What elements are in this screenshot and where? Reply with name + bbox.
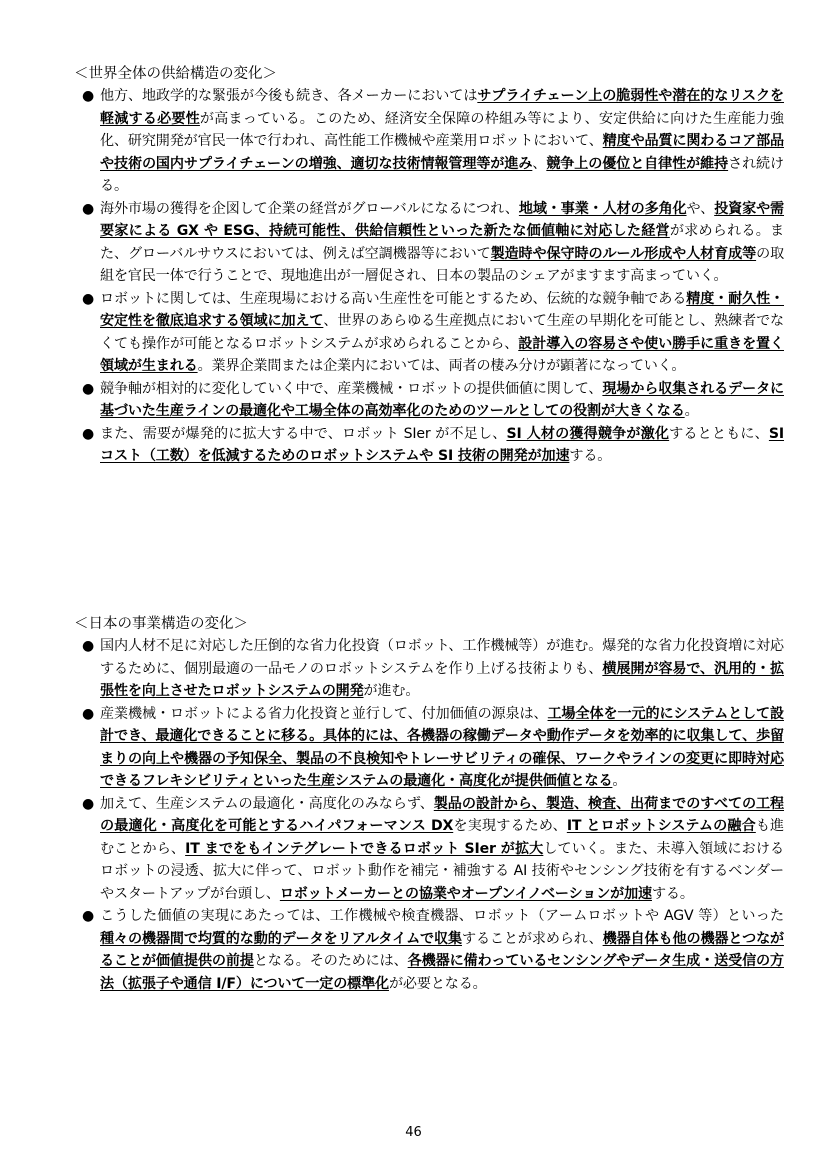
emphasized-text: 競争上の優位と自律性が維持 xyxy=(546,155,729,172)
section-japan-business-structure xyxy=(74,613,784,995)
body-text: を実現するため、 xyxy=(453,818,567,834)
emphasized-text: 機器自体も他の機器とつながることが価値提供の前提 xyxy=(100,930,784,969)
bullet-item xyxy=(74,423,784,468)
bullet-item xyxy=(74,85,784,198)
page-number: 46 xyxy=(405,1125,422,1140)
bullet-item xyxy=(74,288,784,378)
bullet-item xyxy=(74,793,784,906)
emphasized-text: 製造時や保守時のルール形成や人材育成等 xyxy=(490,245,757,262)
body-text: また、需要が爆発的に拡大する中で、ロボット SIer が不足し、 xyxy=(100,425,507,442)
bullet-dot-icon: ● xyxy=(82,200,95,217)
bullet-list xyxy=(74,85,784,468)
bullet-dot-icon: ● xyxy=(82,88,95,104)
body-text: 加えて、生産システムの最適化・高度化のみならず、 xyxy=(100,795,434,812)
body-text: していく。また、未導入領域におけるロボットの浸透、拡大に伴って、ロボット動作を補完・補強する AI 技術やセンシング技術を有するベンダーやスタートアップが台頭し、 xyxy=(100,840,784,902)
body-text: する。 xyxy=(569,448,612,464)
section-global-supply-structure xyxy=(74,63,784,468)
body-text: 、 xyxy=(532,155,547,172)
body-text: 。業界企業間または企業内においては、両者の棲み分けが顕著になっていく。 xyxy=(197,358,686,374)
bullet-text xyxy=(100,378,784,423)
emphasized-text: 横展開が容易で、汎用的・拡張性を向上させたロボットシステムの開発 xyxy=(100,660,784,699)
section-heading: ＜世界全体の供給構造の変化＞ xyxy=(74,66,277,82)
body-text: するとともに、 xyxy=(669,425,769,442)
bullet-dot-icon: ● xyxy=(82,705,95,722)
bullet-item xyxy=(74,905,784,995)
bullet-item xyxy=(74,198,784,288)
body-text: 。 xyxy=(612,773,627,789)
emphasized-text: 各機器に備わっているセンシングやデータ生成・送受信の方法（拡張子や通信 I/F）について一定の標準化 xyxy=(100,953,784,992)
emphasized-text: SI コスト（工数）を低減するためのロボットシステムや SI 技術の開発が加速 xyxy=(100,425,785,464)
body-text: する。 xyxy=(651,885,694,902)
emphasized-text: IT までをもインテグレートできるロボット SIer が拡大 xyxy=(185,840,544,857)
bullet-text xyxy=(100,288,784,378)
body-text: 他方、地政学的な緊張が今後も続き、各メーカーにおいては xyxy=(100,88,478,104)
body-text: 国内人材不足に対応した圧倒的な省力化投資（ロボット、工作機械等）が進む。爆発的な省力化投資増に対応するために、個別最適の一品モノのロボットシステムを作り上げる技術よりも、 xyxy=(100,638,784,677)
emphasized-text: 精度・耐久性・安定性を徹底追求する領域に加えて xyxy=(100,290,784,329)
body-text: ロボットに関しては、生産現場における高い生産性を可能とするため、伝統的な競争軸である xyxy=(100,290,687,307)
body-text: が必要となる。 xyxy=(388,975,487,992)
bullet-text xyxy=(100,703,784,793)
bullet-item xyxy=(74,703,784,793)
body-text: となる。そのためには、 xyxy=(253,953,408,969)
bullet-dot-icon: ● xyxy=(82,908,95,924)
emphasized-text: 現場から収集されるデータに基づいた生産ラインの最適化や工場全体の高効率化のためのツールとしての役割が大きくなる xyxy=(100,380,784,419)
bullet-text xyxy=(100,198,784,288)
emphasized-text: 設計導入の容易さや使い勝手に重きを置く領域が生まれる xyxy=(100,335,784,374)
body-text: こうした価値の実現にあたっては、工作機械や検査機器、ロボット（アームロボットや AGV 等）といった xyxy=(100,908,784,924)
emphasized-text: IT とロボットシステムの融合 xyxy=(566,818,756,834)
body-text: が進む。 xyxy=(363,683,420,699)
section-heading: ＜日本の事業構造の変化＞ xyxy=(74,616,248,632)
body-text: も進むことから、 xyxy=(100,818,784,857)
bullet-text xyxy=(100,635,784,703)
bullet-dot-icon: ● xyxy=(82,795,95,812)
bullet-text xyxy=(100,793,784,906)
bullet-text xyxy=(100,85,784,198)
emphasized-text: サプライチェーン上の脆弱性や潜在的なリスクを軽減する必要性 xyxy=(100,88,784,127)
bullet-dot-icon: ● xyxy=(82,290,95,307)
emphasized-text: 精度や品質に関わるコア部品や技術の国内サプライチェーンの増強、適切な技術情報管理等が進み xyxy=(100,133,784,172)
emphasized-text: SI 人材の獲得競争が激化 xyxy=(506,425,670,442)
body-text: することが求められ、 xyxy=(461,930,603,947)
emphasized-text: 投資家や需要家による GX や ESG、持続可能性、供給信頼性といった新たな価値軸に対応した経営 xyxy=(100,200,785,239)
emphasized-text: ロボットメーカーとの協業やオープンイノベーションが加速 xyxy=(279,885,652,902)
body-text: の取組を官民一体で行うことで、現地進出が一層促され、日本の製品のシェアがますます高まっていく。 xyxy=(100,245,785,284)
body-text: 。 xyxy=(684,403,699,419)
emphasized-text: 地域・事業・人材の多角化 xyxy=(518,200,687,217)
body-text: 、世界のあらゆる生産拠点において生産の早期化を可能とし、熟練者でなくても操作が可能となるロボットシステムが求められることから、 xyxy=(100,313,784,352)
bullet-dot-icon: ● xyxy=(82,380,95,397)
body-text: 海外市場の獲得を企図して企業の経営がグローバルになるにつれ、 xyxy=(100,200,519,217)
body-text: や、 xyxy=(686,200,715,217)
bullet-text xyxy=(100,423,784,468)
body-text: され続ける。 xyxy=(100,155,784,194)
body-text: が求められる。また、グローバルサウスにおいては、例えば空調機器等において xyxy=(100,223,784,262)
emphasized-text: 工場全体を一元的にシステムとして設計でき、最適化できることに移る。具体的には、各機器の稼働データや動作データを効率的に収集して、歩留まりの向上や機器の予知保全、製品の不良検知やトレーサビリティの確保、ワークやラインの変更に即時対応できるフレキシビリティといった生産システムの最適化・高度化が提供価値となる xyxy=(100,705,784,789)
emphasized-text: 製品の設計から、製造、検査、出荷までのすべての工程の最適化・高度化を可能とするハイパフォーマンス DX xyxy=(100,795,785,834)
bullet-dot-icon: ● xyxy=(82,638,95,654)
body-text: が高まっている。このため、経済安全保障の枠組み等により、安定供給に向けた生産能力強化、研究開発が官民一体で行われ、高性能工作機械や産業用ロボットにおいて、 xyxy=(100,110,784,149)
bullet-item xyxy=(74,635,784,703)
bullet-dot-icon: ● xyxy=(82,425,95,442)
body-text: 産業機械・ロボットによる省力化投資と並行して、付加価値の源泉は、 xyxy=(100,705,548,722)
body-text: 競争軸が相対的に変化していく中で、産業機械・ロボットの提供価値に関して、 xyxy=(100,380,603,397)
bullet-list xyxy=(74,635,784,995)
bullet-item xyxy=(74,378,784,423)
bullet-text xyxy=(100,905,784,995)
emphasized-text: 種々の機器間で均質的な動的データをリアルタイムで収集 xyxy=(100,930,462,947)
